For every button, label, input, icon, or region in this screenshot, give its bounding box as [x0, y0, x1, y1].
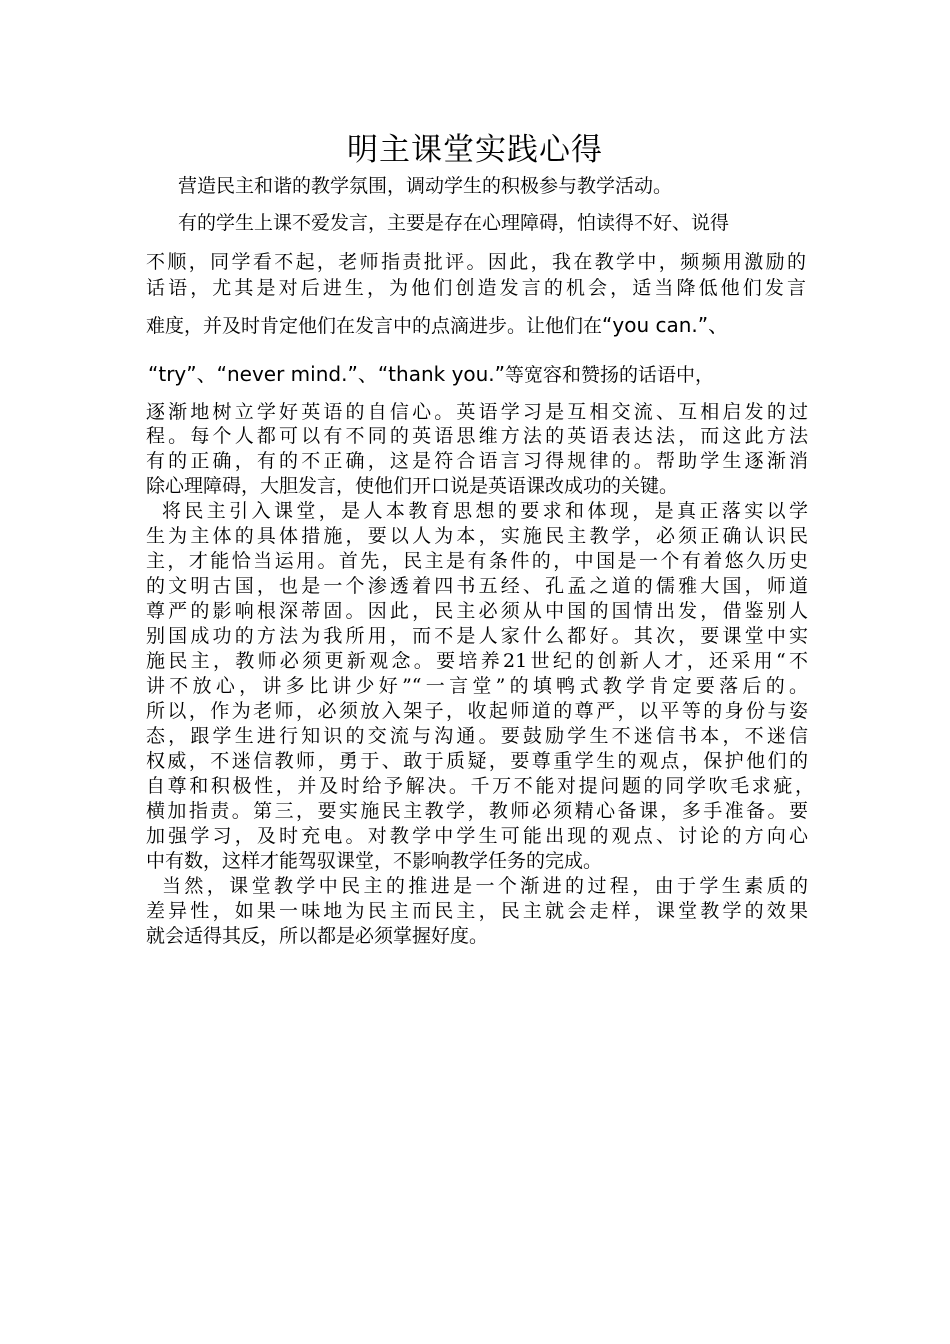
- p1-line-text: 等宽容和赞扬的话语中，: [505, 364, 715, 386]
- p1-english-phrase: “you can.”、: [602, 313, 729, 337]
- p2-line: 施民主，教师必须更新观念。要培养21世纪的创新人才，还采用“不: [146, 650, 808, 672]
- p2-line: 将民主引入课堂，是人本教育思想的要求和体现，是真正落实以学: [162, 500, 808, 522]
- p2-line: 自尊和积极性，并及时给予解决。千万不能对提问题的同学吹毛求疵，: [146, 775, 814, 797]
- p2-line: 的文明古国，也是一个渗透着四书五经、孔孟之道的儒雅大国，师道: [146, 575, 808, 597]
- p2-line: 生为主体的具体措施，要以人为本，实施民主教学，必须正确认识民: [146, 525, 808, 547]
- p1-line-text: 难度，并及时肯定他们在发言中的点滴进步。让他们在: [146, 315, 603, 337]
- p2-line: 讲不放心，讲多比讲少好”“一言堂”的填鸭式教学肯定要落后的。: [146, 675, 808, 697]
- p3-line: 差异性，如果一味地为民主而民主，民主就会走样，课堂教学的效果: [146, 900, 808, 922]
- p2-line: 尊严的影响根深蒂固。因此，民主必须从中国的国情出发，借鉴别人: [146, 600, 808, 622]
- p1-line: 逐渐地树立学好英语的自信心。英语学习是互相交流、互相启发的过: [146, 401, 808, 423]
- p2-line: 中有数，这样才能驾驭课堂，不影响教学任务的完成。: [146, 850, 603, 872]
- p2-line: 别国成功的方法为我所用，而不是人家什么都好。其次，要课堂中实: [146, 625, 808, 647]
- p1-line: 不顺，同学看不起，老师指责批评。因此，我在教学中，频频用激励的: [146, 251, 806, 273]
- p2-line: 加强学习，及时充电。对教学中学生可能出现的观点、讨论的方向心: [146, 825, 808, 847]
- p3-line: 当然，课堂教学中民主的推进是一个渐进的过程，由于学生素质的: [162, 875, 808, 897]
- p1-line: 有的正确，有的不正确，这是符合语言习得规律的。帮助学生逐渐消: [146, 450, 808, 472]
- p2-line: 所以，作为老师，必须放入架子，收起师道的尊严，以平等的身份与姿: [146, 700, 808, 722]
- p2-line: 态，跟学生进行知识的交流与沟通。要鼓励学生不迷信书本，不迷信: [146, 725, 808, 747]
- p2-line: 主，才能恰当运用。首先，民主是有条件的，中国是一个有着悠久历史: [146, 550, 808, 572]
- p1-line: 有的学生上课不爱发言，主要是存在心理障碍，怕读得不好、说得: [178, 212, 730, 234]
- p2-line: 权威，不迷信教师，勇于、敢于质疑，要尊重学生的观点，保护他们的: [146, 750, 808, 772]
- p1-line: [146, 313, 728, 338]
- p1-line: 话语，尤其是对后进生，为他们创造发言的机会，适当降低他们发言: [146, 277, 806, 299]
- document-title: 明主课堂实践心得: [347, 132, 603, 168]
- intro-line: 营造民主和谐的教学氛围，调动学生的积极参与教学活动。: [178, 175, 673, 197]
- p1-line: [148, 362, 714, 387]
- p3-line: 就会适得其反，所以都是必须掌握好度。: [146, 925, 489, 947]
- p1-line: 程。每个人都可以有不同的英语思维方法的英语表达法，而这此方法: [146, 425, 808, 447]
- p1-english-phrases: “try”、“never mind.”、“thank you.”: [148, 362, 506, 386]
- p2-line: 横加指责。第三，要实施民主教学，教师必须精心备课，多手准备。要: [146, 800, 808, 822]
- p1-line: 除心理障碍，大胆发言，使他们开口说是英语课改成功的关键。: [146, 475, 679, 497]
